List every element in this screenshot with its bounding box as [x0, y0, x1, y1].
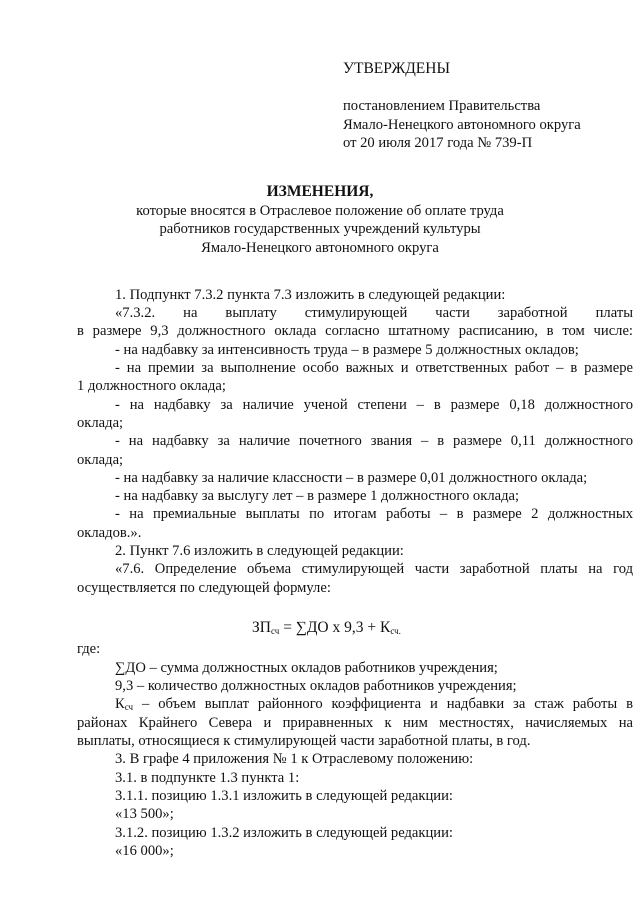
list-item: - на надбавку за наличие почетного звания – в размере 0,11 должностного [115, 433, 633, 449]
formula-k-subscript: сч. [390, 626, 401, 636]
definition-k-text: – объем выплат районного коэффициента и надбавки за стаж работы в [133, 696, 633, 712]
title-subline-2: работников государственных учреждений культуры [159, 221, 481, 237]
body-line: осуществляется по следующей формуле: [77, 580, 331, 596]
definition-sum: ∑ДО – сумма должностных окладов работников учреждения; [115, 660, 498, 676]
clause-3-1-1: 3.1.1. позицию 1.3.1 изложить в следующей редакции: [115, 788, 453, 804]
list-item: - на надбавку за наличие ученой степени – в размере 0,18 должностного [115, 397, 633, 413]
definition-coefficient: 9,3 – количество должностных окладов работников учреждения; [115, 678, 517, 694]
clause-1: 1. Подпункт 7.3.2 пункта 7.3 изложить в следующей редакции: [115, 287, 506, 303]
approval-line-2: Ямало-Ненецкого автономного округа [343, 117, 581, 133]
body-line: «7.6. Определение объема стимулирующей части заработной платы на год [115, 561, 633, 577]
k-subscript: сч [124, 702, 134, 712]
list-item: - на надбавку за выслугу лет – в размере 1 должностного оклада; [115, 488, 520, 504]
list-item: - на премиальные выплаты по итогам работы – в размере 2 должностных [115, 506, 633, 522]
clause-3: 3. В графе 4 приложения № 1 к Отраслевому положению: [115, 751, 474, 767]
where-label: где: [77, 641, 101, 657]
list-item: - на премии за выполнение особо важных и ответственных работ – в размере [115, 360, 633, 376]
list-item: - на надбавку за наличие классности – в размере 0,01 должностного оклада; [115, 470, 588, 486]
formula-expression: = ∑ДО х 9,3 + К [279, 619, 391, 636]
body-line: оклада; [77, 415, 124, 431]
clause-3-1-2: 3.1.2. позицию 1.3.2 изложить в следующей редакции: [115, 825, 453, 841]
clause-3-1: 3.1. в подпункте 1.3 пункта 1: [115, 770, 300, 786]
formula [252, 619, 401, 637]
value-13500: «13 500»; [115, 806, 174, 822]
formula-zp-subscript: сч [270, 626, 280, 636]
body-line: выплаты, относящиеся к стимулирующей части заработной платы, в год. [77, 733, 531, 749]
list-item: - на надбавку за интенсивность труда – в размере 5 должностных окладов; [115, 342, 579, 358]
approval-heading: УТВЕРЖДЕНЫ [343, 60, 450, 77]
approval-line-3: от 20 июля 2017 года № 739-П [343, 135, 533, 151]
body-line: районах Крайнего Севера и приравненных к ним местностях, начисляемых на [77, 715, 633, 731]
k-symbol: К [115, 696, 125, 712]
body-line: 1 должностного оклада; [77, 378, 226, 394]
body-line: оклада; [77, 452, 124, 468]
clause-2: 2. Пункт 7.6 изложить в следующей редакции: [115, 543, 404, 559]
title-subline-3: Ямало-Ненецкого автономного округа [201, 240, 439, 256]
body-line: в размере 9,3 должностного оклада согласно штатному расписанию, в том числе: [77, 323, 633, 339]
formula-zp: ЗП [252, 619, 271, 636]
body-line: «7.3.2. на выплату стимулирующей части заработной платы [115, 305, 633, 321]
title-subline-1: которые вносятся в Отраслевое положение об оплате труда [136, 203, 504, 219]
value-16000: «16 000»; [115, 843, 174, 859]
definition-k [77, 695, 633, 713]
body-line: окладов.». [77, 525, 142, 541]
approval-line-1: постановлением Правительства [343, 98, 541, 114]
document-title: ИЗМЕНЕНИЯ, [266, 183, 374, 200]
